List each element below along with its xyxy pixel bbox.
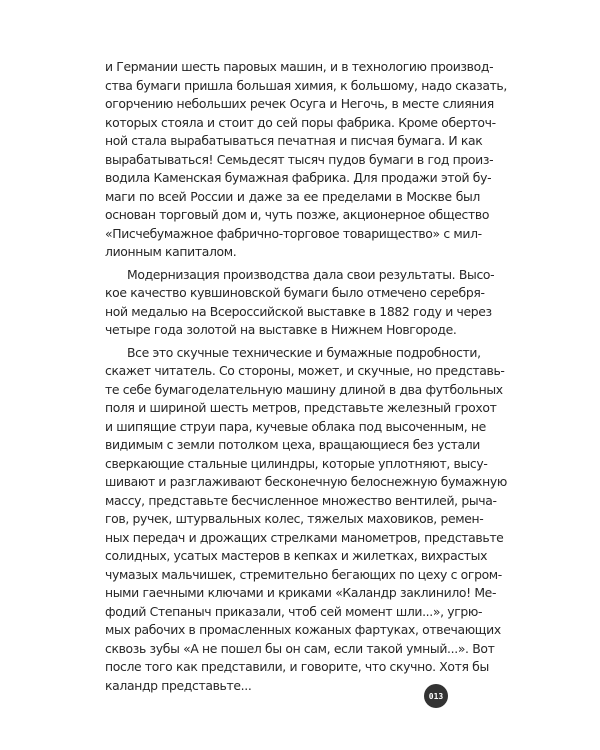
paragraph (105, 344, 507, 696)
paragraph (105, 266, 495, 340)
text-line: сверкающие стальные цилиндры, которые уплотняют, высу- (105, 455, 488, 471)
text-line: которых стояла и стоит до сей поры фабрика. Кроме оберточ- (105, 114, 496, 130)
text-line: Модернизация производства дала свои результаты. Высо- (127, 266, 495, 282)
text-line: основан торговый дом и, чуть позже, акционерное общество (105, 207, 490, 222)
text-line: вырабатываться! Семьдесят тысяч пудов бумаги в год произ- (105, 151, 494, 167)
text-line: те себе бумагоделательную машину длиной в два футбольных (105, 381, 503, 397)
text-line: гов, ручек, штурвальных колес, тяжелых маховиков, ремен- (105, 511, 484, 526)
text-line: ной медалью на Всероссийской выставке в 1882 году и через (105, 303, 492, 319)
text-line: массу, представьте бесчисленное множество вентилей, рыча- (105, 492, 497, 508)
text-line: поля и шириной шесть метров, представьте железный грохот (105, 400, 497, 415)
text-line: и шипящие струи пара, кучевые облака под высоченным, не (105, 418, 486, 434)
text-line: маги по всей России и даже за ее пределами в Москве был (105, 188, 480, 204)
text-line: четыре года золотой на выставке в Нижнем Новгороде. (105, 322, 457, 337)
body-text (105, 58, 507, 695)
text-line: водила Каменская бумажная фабрика. Для продажи этой бу- (105, 170, 492, 185)
text-line: ства бумаги пришла большая химия, к большому, надо сказать, (105, 77, 507, 93)
text-line: шивают и разглаживают бесконечную белоснежную бумажную (105, 474, 507, 489)
text-line: видимым с земли потолком цеха, вращающиеся без устали (105, 437, 480, 452)
text-line: ных передач и дрожащих стрелками манометров, представьте (105, 529, 504, 545)
text-line: фодий Степаныч приказали, чтоб сей момент шли...», угрю- (105, 603, 483, 619)
text-line: ными гаечными ключами и криками «Каландр заклинило! Ме- (105, 585, 497, 600)
text-line: Все это скучные технические и бумажные подробности, (127, 344, 481, 360)
paragraph (105, 58, 507, 262)
text-line: сквозь зубы «А не пошел бы он сам, если такой умный...». Вот (105, 640, 495, 656)
text-line: кое качество кувшиновской бумаги было отмечено серебря- (105, 285, 485, 300)
text-line: ной стала вырабатываться печатная и писчая бумага. И как (105, 133, 483, 148)
text-line: каландр представьте... (105, 677, 252, 693)
text-line: солидных, усатых мастеров в кепках и жилетках, вихрастых (105, 548, 488, 563)
text-line: чумазых мальчишек, стремительно бегающих по цеху с огром- (105, 566, 502, 582)
page-number-badge: 013 (424, 684, 448, 708)
text-line: после того как представили, и говорите, что скучно. Хотя бы (105, 659, 489, 674)
text-line: лионным капиталом. (105, 244, 237, 259)
text-line: скажет читатель. Со стороны, может, и скучные, но представь- (105, 363, 505, 378)
text-line: «Писчебумажное фабрично-торговое товарищество» с мил- (105, 225, 482, 241)
text-line: и Германии шесть паровых машин, и в технологию производ- (105, 59, 494, 74)
text-line: огорчению небольших речек Осуга и Негочь, в месте слияния (105, 96, 494, 111)
text-line: мых рабочих в промасленных кожаных фартуках, отвечающих (105, 622, 501, 637)
